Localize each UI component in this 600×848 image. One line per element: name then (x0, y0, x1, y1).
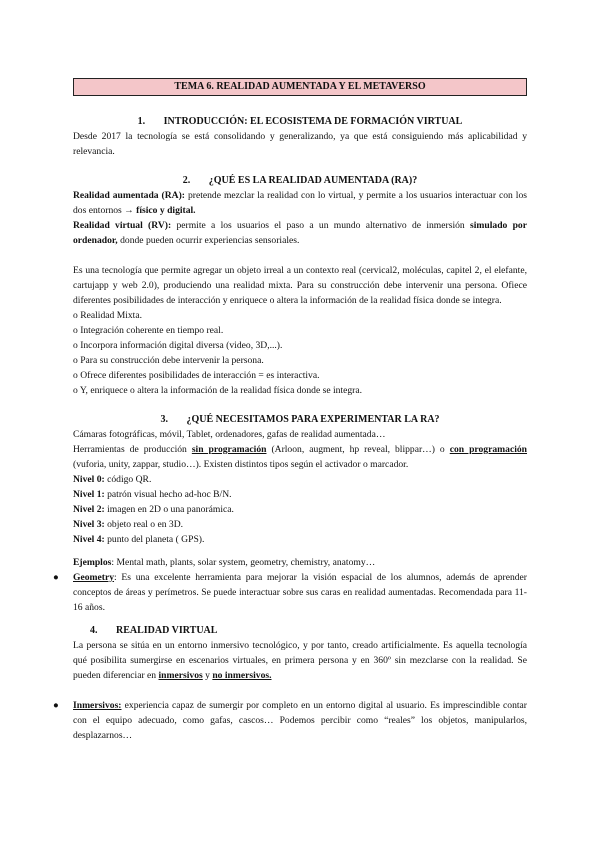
level-item: Nivel 3: objeto real o en 3D. (73, 519, 184, 530)
bullet-icon: ● (53, 572, 59, 583)
list-item: o Incorpora información digital diversa (video, 3D,...). (73, 340, 283, 351)
list-item: o Ofrece diferentes posibilidades de interacción = es interactiva. (73, 370, 320, 381)
section-3-heading: 3. ¿QUÉ NECESITAMOS PARA EXPERIMENTAR LA RA? (160, 414, 440, 425)
tools-paragraph: Herramientas de producción sin programación (Arloon, augment, hp reveal, blippar…) o con programación (vuforia, unity, zappar, studio…). Existen distintos tipos según el activador o marcador. (73, 444, 528, 470)
section-1-text: Desde 2017 la tecnología se está consolidando y generalizando, ya que está consiguiendo más aplicabilidad y relevancia. (73, 131, 527, 157)
ra-paragraph: Es una tecnología que permite agregar un objeto irreal a un contexto real (cervical2, moléculas, capitel 2, el elefante, cartujapp y web 2.0), produciendo una realidad mixta. Para su construcción debe intervenir una persona. Ofiece diferentes posibilidades de interacción y enriquece o altera la información de la realidad física donde se integra. (73, 265, 527, 306)
geometry-item: ● Geometry: Es una excelente herramienta para mejorar la visión espacial de los alumnos, además de aprender conceptos de áreas y perímetros. Se puede interactuar sobre sus caras en realidad aumentadas. Recomendada para 11-16 años. (53, 572, 527, 613)
document-page (53, 78, 528, 743)
section-2-heading: 2. ¿QUÉ ES LA REALIDAD AUMENTADA (RA)? (182, 175, 418, 186)
examples-line: Ejemplos: Mental math, plants, solar system, geometry, chemistry, anatomy… (73, 557, 376, 568)
section-4-heading: 4. REALIDAD VIRTUAL (90, 625, 218, 636)
list-item: o Para su construcción debe intervenir la persona. (73, 355, 264, 366)
devices-line: Cámaras fotográficas, móvil, Tablet, ordenadores, gafas de realidad aumentada… (73, 429, 386, 440)
level-item: Nivel 4: punto del planeta ( GPS). (73, 534, 205, 545)
list-item: o Integración coherente en tiempo real. (73, 325, 224, 336)
vr-paragraph: La persona se sitúa en un entorno inmersivo tecnológico, y por tanto, creado artificialmente. Es aquella tecnología qué posibilita sumergirse en escenarios virtuales, en primera persona y en 360º sin mezclarse con la realidad. Se pueden diferenciar en inmersivos y no inmersivos. (73, 640, 527, 681)
list-item: o Y, enriquece o altera la información de la realidad física donde se integra. (73, 385, 363, 396)
section-1-heading: 1. INTRODUCCIÓN: EL ECOSISTEMA DE FORMACIÓN VIRTUAL (137, 116, 463, 127)
level-item: Nivel 2: imagen en 2D o una panorámica. (73, 504, 234, 515)
level-item: Nivel 0: código QR. (73, 474, 152, 485)
list-item: o Realidad Mixta. (73, 310, 143, 321)
rv-definition: Realidad virtual (RV): permite a los usuarios el paso a un mundo alternativo de inmersión simulado por ordenador, donde pueden ocurrir experiencias sensoriales. (73, 220, 527, 246)
bullet-icon: ● (53, 700, 59, 711)
immersive-item: ● Inmersivos: experiencia capaz de sumergir por completo en un entorno digital al usuario. Es imprescindible contar con el equipo adecuado, como gafas, cascos… Podemos percibir como “reales” los objetos, manipularlos, desplazarnos… (53, 700, 527, 741)
level-item: Nivel 1: patrón visual hecho ad-hoc B/N. (73, 489, 232, 500)
ra-definition: Realidad aumentada (RA): pretende mezclar la realidad con lo virtual, y permite a los usuarios interactuar con los dos entornos → físico y digital. (73, 190, 527, 216)
document-title: TEMA 6. REALIDAD AUMENTADA Y EL METAVERSO (73, 78, 527, 96)
